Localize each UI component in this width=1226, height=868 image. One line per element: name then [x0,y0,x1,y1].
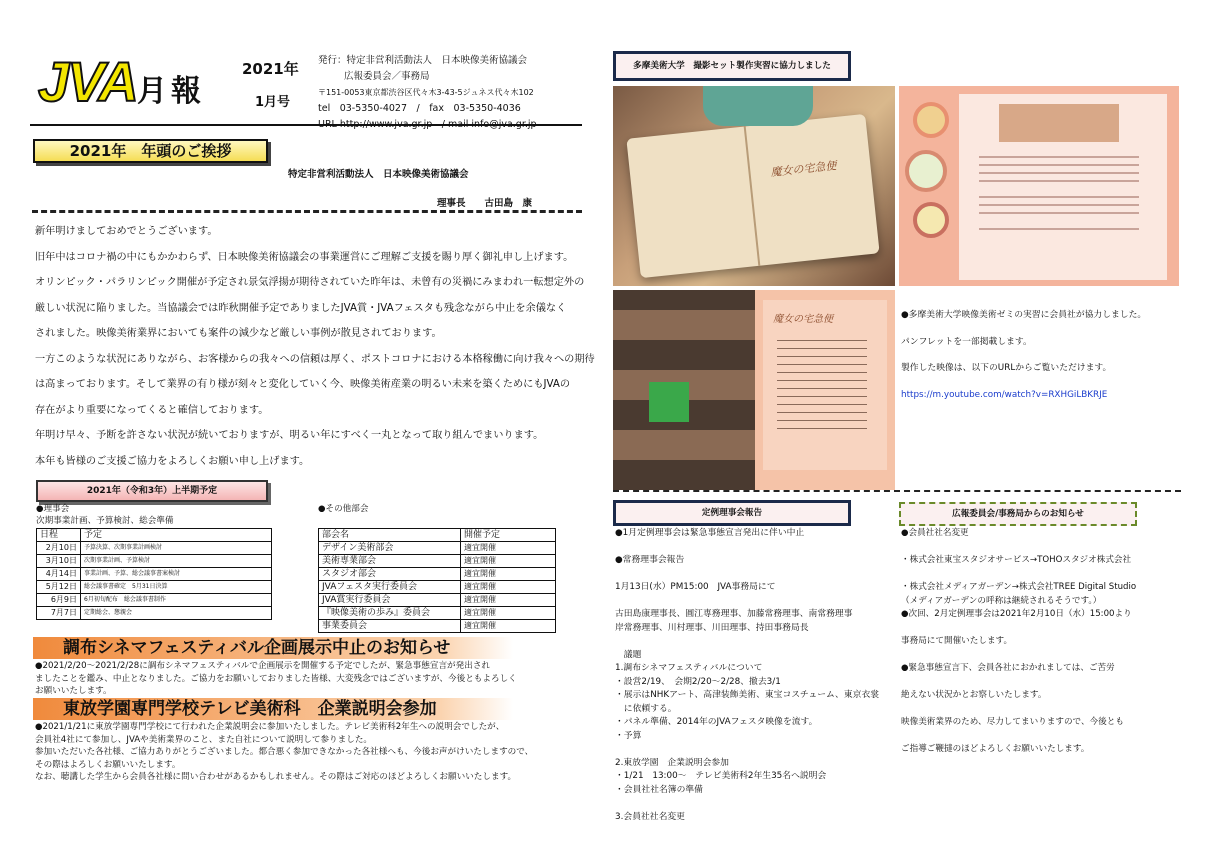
tohoh-body [35,721,600,784]
table-row [37,607,272,620]
notice-line: ・株式会社メディアガーデン→株式会社TREE Digital Studio [901,582,1137,592]
table-row [37,568,272,581]
publisher-dept: 広報委員会／事務局 [344,71,430,82]
name-cell: デザイン美術部会 [319,542,461,555]
header-cell: 部会名 [319,529,461,542]
credits-title-text: 魔女の宅急便 [773,314,833,325]
notices-title: 広報委員会/事務局からのお知らせ [899,502,1137,526]
status-cell: 適宜開催 [461,620,556,633]
table-row [37,581,272,594]
tohoh-line: 会員社4社にて参加し、JVAや美術業界のこと、また自社について説明して参りました。 [35,734,373,745]
table-row [319,607,556,620]
greeting-line: 本年も皆様のご支援ご協力をよろしくお願い申し上げます。 [35,455,310,467]
date-cell: 4月14日 [37,568,81,581]
board-heading: ●理事会 [36,504,70,514]
table-header [37,529,272,542]
table-row [319,555,556,568]
report-line: 3.会員社社名変更 [615,811,685,822]
credits-lines [777,340,867,341]
date-cell: 2月10日 [37,542,81,555]
report-line [615,797,905,811]
name-cell: JVAフェスタ実行委員会 [319,581,461,594]
header-cell: 開催予定 [461,529,556,542]
table-row [319,581,556,594]
notice-line [901,568,1191,582]
date-cell: 6月9日 [37,594,81,607]
status-cell: 適宜開催 [461,594,556,607]
chofu-line: ●2021/2/20～2021/2/28に調布シネマフェスティバルで企画展示を開催する予定でしたが、緊急事態宣言が発出され [35,661,491,671]
tama-body [901,302,1201,408]
notice-line: ●緊急事態宣言下、会員各社におかれましては、ご苦労 [901,663,1115,673]
greeting-line: 一方このような状況にありながら、お客様からの我々への信頼は厚く、ポストコロナにおける本格稼働に向け我々への期待 [35,353,595,365]
table-row [37,555,272,568]
plan-cell: 事業計画、予算、総会議事書案検討 [81,568,272,581]
plate-shape [913,202,949,238]
report-line: 岸常務理事、川村理事、川田理事、持田事務局長 [615,622,809,633]
other-heading: ●その他部会 [318,504,369,514]
report-line: ・展示はNHKアート、高津装飾美術、東宝コスチューム、東京衣裳 [615,690,880,700]
notice-line: 事務局にて開催いたします。 [901,636,1013,646]
pamphlet-page [959,94,1167,280]
report-line: ・予算 [615,730,642,741]
plan-cell: 次期事業計画、予算検討 [81,555,272,568]
tohoh-line: なお、聴講した学生から会員各社様に問い合わせがあるかもしれません。その際はご対応のほどよろしくお願いいたします。 [35,772,517,782]
notice-line [901,730,1191,744]
table-row [37,594,272,607]
name-cell: スタジオ部会 [319,568,461,581]
table-header [319,529,556,542]
table-row [37,542,272,555]
notice-line [901,703,1191,717]
chofu-banner: 調布シネマフェスティバル企画展示中止のお知らせ [33,637,513,659]
chofu-body [35,660,595,698]
book-title-text: 魔女の宅急便 [769,159,837,179]
greeting-org: 特定非営利活動法人 日本映像美術協議会 [288,169,469,180]
report-line: ・1/21 13:00～ テレビ美術科2年生35名へ説明会 [615,771,827,781]
header-cell: 日程 [37,529,81,542]
publisher-info [318,53,603,133]
plate-shape [913,102,949,138]
collage-stills [613,290,755,490]
greeting-line: 旧年中はコロナ禍の中にもかかわらず、日本映像美術協議会の事業運営にご理解ご支援を賜り厚く御礼申し上げます。 [35,251,574,263]
report-line: ●1月定例理事会は緊急事態宣言発出に伴い中止 [615,528,805,538]
schedule-title: 2021年（令和3年）上半期予定 [36,480,268,502]
report-line: ・設営2/19、 会期2/20～2/28、撤去3/1 [615,676,781,687]
sketchbook-photo [613,86,895,286]
report-line [615,595,905,609]
notice-line: ご指導ご鞭撻のほどよろしくお願いいたします。 [901,744,1090,754]
board-subheading: 次期事業計画、予算検討、総会準備 [36,516,174,526]
greeting-divider [32,210,582,213]
report-line: 古田島康理事長、圓江専務理事、加藤常務理事、南常務理事 [615,609,853,619]
status-cell: 適宜開催 [461,568,556,581]
name-cell: 事業委員会 [319,620,461,633]
date-cell: 3月10日 [37,555,81,568]
report-line: 議題 [615,649,642,660]
publisher-tel: tel 03-5350-4027 / fax 03-5350-4036 [318,103,521,114]
plan-cell: 予算決算、次期事業計画検討 [81,542,272,555]
plan-cell: 6月初旬配布 総会議事書制作 [81,594,272,607]
status-cell: 適宜開催 [461,542,556,555]
notice-line: ・株式会社東宝スタジオサービス→TOHOスタジオ株式会社 [901,555,1132,565]
report-line: ・会員社社名簿の準備 [615,784,703,795]
collage-photo [613,290,895,490]
greeting-signer: 理事長 古田島 康 [437,198,533,209]
table-row [319,620,556,633]
publisher: 発行：特定非営利活動法人 日本映像美術協議会 [318,55,528,66]
tama-line: パンフレットを一部掲載します。 [901,336,1032,347]
notice-line [901,541,1191,555]
tama-line: ●多摩美術大学映像美術ゼミの実習に会員社が協力しました。 [901,310,1147,320]
tohoh-banner: 東放学園専門学校テレビ美術科 企業説明会参加 [33,698,513,720]
issue-month: 1月号 [255,95,291,110]
newsletter-title: 月報 [137,74,205,109]
name-cell: JVA賞実行委員会 [319,594,461,607]
report-line [615,635,905,649]
greeting-line: 新年明けましておめでとうございます。 [35,226,218,237]
notices-body [901,527,1191,757]
tohoh-line: ●2021/1/21に東放学園専門学校にて行われた企業説明会に参加いたしました。テレビ美術科2年生への説明会でしたが、 [35,722,505,732]
report-line [615,743,905,757]
name-cell: 『映像美術の歩み』委員会 [319,607,461,620]
pamphlet-text-lines [979,156,1139,158]
report-line: 1月13日(水）PM15:00 JVA事務局にて [615,582,776,592]
notice-line: ●会員社社名変更 [901,528,969,538]
report-line [615,568,905,582]
telephone-shape [703,86,813,126]
notice-line: 映像美術業界のため、尽力してまいりますので、今後とも [901,717,1124,727]
chofu-line: お願いいたします。 [35,686,112,696]
table-row [319,568,556,581]
tohoh-line: その際はよろしくお願いいたします。 [35,759,181,770]
report-line: 1.調布シネマフェスティバルについて [615,663,763,673]
greeting-title: 2021年 年頭のご挨拶 [33,139,268,163]
name-cell: 美術専業部会 [319,555,461,568]
green-screen-still [649,382,689,422]
issue-year: 2021年 [242,60,299,78]
greeting-line: オリンピック・パラリンピック開催が予定され景気浮揚が期待されていた昨年は、未曾有の災禍にみまわれ一転想定外の [35,277,585,288]
board-schedule-table [36,528,272,620]
notice-line [901,622,1191,636]
report-line: に依頼する。 [615,703,677,714]
board-report-body [615,527,905,851]
youtube-link[interactable]: https://m.youtube.com/watch?v=RXHGiLBKRJE [901,389,1108,400]
jva-logo: JVA [38,50,137,113]
report-line: ●常務理事会報告 [615,555,685,565]
plan-cell: 定期総会、懇親会 [81,607,272,620]
status-cell: 適宜開催 [461,581,556,594]
notice-line: ●次回、2月定例理事会は2021年2月10日（水）15:00より [901,609,1132,619]
greeting-line: 存在がより重要になってくると確信しております。 [35,404,269,416]
board-report-title: 定例理事会報告 [613,500,851,526]
tama-line: 製作した映像は、以下のURLからご覧いただけます。 [901,363,1112,373]
table-row [319,594,556,607]
date-cell: 7月7日 [37,607,81,620]
report-line [615,838,905,852]
credits-page [763,300,887,470]
pamphlet-image [999,104,1119,142]
pamphlet-photo [899,86,1179,286]
plate-shape [905,150,947,192]
header-divider [30,124,582,126]
greeting-line: は高まっております。そして業界の有り様が刻々と変化していく今、映像美術産業の明るい未来を築くためにもJVAの [35,379,571,390]
report-line [615,541,905,555]
greeting-line: されました。映像美術業界においても案件の減少など厳しい事例が散見されております。 [35,328,442,339]
tama-title: 多摩美術大学 撮影セット製作実習に協力しました [613,51,851,81]
status-cell: 適宜開催 [461,607,556,620]
greeting-body [35,219,595,474]
report-line: 2.東放学園 企業説明会参加 [615,757,729,768]
table-row [319,542,556,555]
notice-line [901,676,1191,690]
notice-line: 絶えない状況かとお察しいたします。 [901,690,1047,700]
report-line [615,824,905,838]
date-cell: 5月12日 [37,581,81,594]
notice-line [901,649,1191,663]
status-cell: 適宜開催 [461,555,556,568]
right-divider [613,490,1181,492]
report-line: ・パネル準備、2014年のJVAフェスタ映像を流す。 [615,717,818,727]
sketchbook-pages [626,114,879,278]
greeting-line: 厳しい状況に陥りました。当協議会では昨秋開催予定でありましたJVA賞・JVAフェスタも残念ながら中止を余儀なく [35,302,567,314]
publisher-address: 〒151-0053東京都渋谷区代々木3-43-5ジュネス代々木102 [318,88,534,97]
book-spine [744,126,761,265]
header-cell: 予定 [81,529,272,542]
chofu-line: ましたことを鑑み、中止となりました。ご協力をお願いしておりました皆様、大変残念ではございますが、今後ともよろしく [35,673,517,684]
other-committees-table [318,528,556,633]
tohoh-line: 参加いただいた各社様、ご協力ありがとうございました。都合悪く参加できなかった各社様へも、今後お声がけいたしますので、 [35,747,534,757]
notice-line: （メディアガーデンの呼称は継続されるそうです。） [901,595,1102,606]
greeting-line: 年明け早々、予断を許さない状況が続いておりますが、明るい年にすべく一丸となって取り組んでまいります。 [35,430,544,441]
plan-cell: 総会議事書確定 5月31日決算 [81,581,272,594]
